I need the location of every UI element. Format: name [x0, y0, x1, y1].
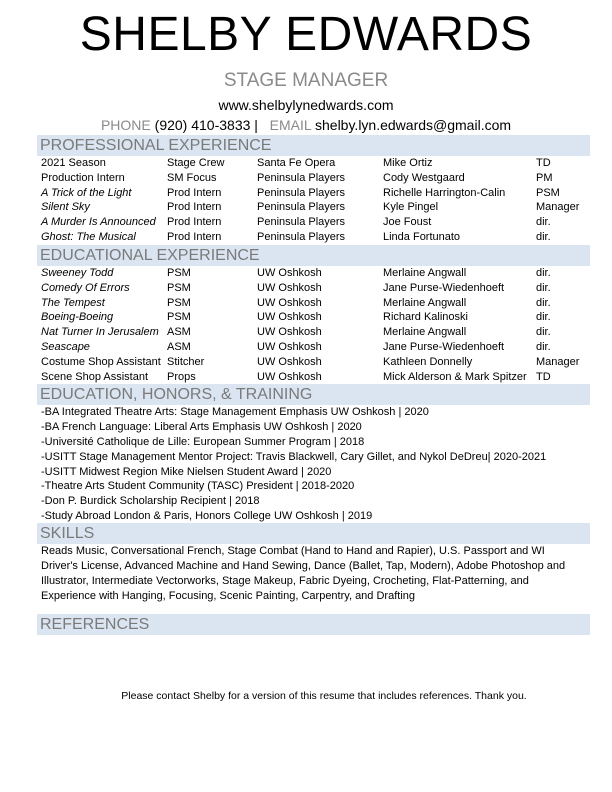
contact-separator: |: [254, 117, 258, 133]
company-cell: Peninsula Players: [257, 186, 346, 199]
position-cell: Prod Intern: [167, 216, 222, 229]
production-cell: Production Intern: [41, 171, 125, 184]
supervisor-cell: Mike Ortiz: [383, 157, 433, 169]
position-cell: Stage Crew: [167, 157, 225, 169]
supervisor-role-cell: dir.: [536, 281, 551, 294]
list-item: -Study Abroad London & Paris, Honors College UW Oshkosh | 2019: [41, 510, 373, 523]
skills-text: Reads Music, Conversational French, Stage Combat (Hand to Hand and Rapier), U.S. Passport and WI Driver's License, Advanced Machine and Hand Sewing, Dance (Ballet, Tap, Modern), Adobe Photoshop and Illustrator, Intermediate Vectorworks, Stage Makeup, Fabric Dyeing, Crocheting, Flat-Patterning, and Experience with Hanging, Focusing, Scenic Painting, Carpentry, and Drafting: [41, 545, 566, 602]
production-cell: Boeing-Boeing: [41, 311, 114, 324]
supervisor-cell: Joe Foust: [383, 216, 432, 229]
company-cell: UW Oshkosh: [257, 296, 322, 309]
list-item: -USITT Stage Management Mentor Project: Travis Blackwell, Cary Gillet, and Nykol DeDreu| 2020-2021: [41, 450, 547, 463]
supervisor-role-cell: PM: [536, 171, 553, 184]
supervisor-role-cell: dir.: [536, 230, 551, 243]
resume-name: SHELBY EDWARDS: [79, 8, 533, 61]
supervisor-cell: Mick Alderson & Mark Spitzer: [383, 370, 527, 383]
production-cell: A Trick of the Light: [41, 186, 132, 199]
table-row: [41, 355, 591, 370]
email-label: EMAIL: [269, 117, 312, 133]
section-skills: [37, 523, 590, 544]
list-item: -BA French Language: Liberal Arts Emphasis UW Oshkosh | 2020: [41, 420, 362, 433]
section-education-honors-training: [37, 384, 590, 405]
production-cell: Sweeney Todd: [41, 267, 114, 279]
table-row: [41, 230, 591, 245]
table-row: [41, 156, 591, 171]
supervisor-cell: Merlaine Angwall: [383, 296, 467, 309]
table-row: [41, 266, 591, 281]
supervisor-role-cell: TD: [536, 157, 551, 169]
position-cell: Prod Intern: [167, 186, 222, 199]
supervisor-role-cell: PSM: [536, 186, 560, 199]
production-cell: Seascape: [41, 340, 90, 353]
production-cell: Scene Shop Assistant: [41, 370, 149, 383]
company-cell: UW Oshkosh: [257, 281, 322, 294]
section-title: PROFESSIONAL EXPERIENCE: [40, 137, 272, 154]
position-cell: ASM: [167, 340, 191, 353]
section-title: EDUCATION, HONORS, & TRAINING: [40, 386, 313, 403]
list-item: -Université Catholique de Lille: European Summer Program | 2018: [41, 435, 365, 448]
table-row: [41, 215, 591, 230]
supervisor-role-cell: dir.: [536, 267, 551, 279]
supervisor-cell: Merlaine Angwall: [383, 267, 467, 279]
supervisor-cell: Cody Westgaard: [383, 171, 465, 184]
contact-line: [0, 116, 612, 134]
section-professional-experience: [37, 135, 590, 156]
production-cell: Silent Sky: [41, 201, 90, 214]
website-link[interactable]: www.shelbylynedwards.com: [218, 97, 394, 113]
phone-number: (920) 410-3833: [154, 117, 251, 133]
section-title: EDUCATIONAL EXPERIENCE: [40, 247, 260, 264]
table-row: [41, 340, 591, 355]
production-cell: A Murder Is Announced: [41, 216, 156, 229]
position-cell: PSM: [167, 281, 191, 294]
supervisor-role-cell: dir.: [536, 326, 551, 339]
table-row: [41, 296, 591, 311]
supervisor-cell: Richard Kalinoski: [383, 311, 468, 324]
supervisor-role-cell: TD: [536, 370, 551, 383]
company-cell: Peninsula Players: [257, 230, 346, 243]
section-title: REFERENCES: [40, 616, 150, 633]
table-row: [41, 325, 591, 340]
section-educational-experience: [37, 245, 590, 266]
list-item: -USITT Midwest Region Mike Nielsen Student Award | 2020: [41, 465, 332, 478]
production-cell: Costume Shop Assistant: [41, 355, 161, 368]
supervisor-cell: Linda Fortunato: [383, 230, 461, 243]
position-cell: PSM: [167, 267, 191, 279]
company-cell: UW Oshkosh: [257, 355, 322, 368]
position-cell: ASM: [167, 326, 191, 339]
position-cell: PSM: [167, 311, 191, 324]
company-cell: UW Oshkosh: [257, 267, 322, 279]
production-cell: The Tempest: [41, 296, 105, 309]
position-cell: Stitcher: [167, 355, 205, 368]
production-cell: Ghost: The Musical: [41, 230, 136, 243]
company-cell: UW Oshkosh: [257, 326, 322, 339]
position-cell: Prod Intern: [167, 230, 222, 243]
position-cell: SM Focus: [167, 171, 217, 184]
supervisor-role-cell: dir.: [536, 311, 551, 324]
education-list: [41, 405, 591, 524]
production-cell: Nat Turner In Jerusalem: [41, 326, 159, 339]
table-row: [41, 200, 591, 215]
supervisor-role-cell: dir.: [536, 296, 551, 309]
list-item: -Theatre Arts Student Community (TASC) President | 2018-2020: [41, 480, 355, 493]
company-cell: UW Oshkosh: [257, 311, 322, 324]
production-cell: 2021 Season: [41, 157, 106, 169]
company-cell: Peninsula Players: [257, 216, 346, 229]
company-cell: UW Oshkosh: [257, 370, 322, 383]
position-cell: PSM: [167, 296, 191, 309]
position-cell: Prod Intern: [167, 201, 222, 214]
supervisor-cell: Kathleen Donnelly: [383, 355, 473, 368]
company-cell: Peninsula Players: [257, 201, 346, 214]
table-row: [41, 186, 591, 201]
table-row: [41, 281, 591, 296]
company-cell: UW Oshkosh: [257, 340, 322, 353]
list-item: -Don P. Burdick Scholarship Recipient | 2018: [41, 495, 260, 508]
supervisor-role-cell: dir.: [536, 340, 551, 353]
resume-role: STAGE MANAGER: [223, 70, 389, 91]
section-references: [37, 614, 590, 635]
list-item: -BA Integrated Theatre Arts: Stage Management Emphasis UW Oshkosh | 2020: [41, 406, 429, 418]
supervisor-role-cell: Manager: [536, 201, 580, 214]
table-row: [41, 171, 591, 186]
supervisor-cell: Richelle Harrington-Calin: [383, 186, 506, 199]
supervisor-role-cell: Manager: [536, 355, 580, 368]
section-title: SKILLS: [40, 525, 95, 542]
supervisor-role-cell: dir.: [536, 216, 551, 229]
phone-label: PHONE: [100, 117, 151, 133]
company-cell: Peninsula Players: [257, 171, 346, 184]
references-note: Please contact Shelby for a version of this resume that includes references. Thank you.: [121, 690, 527, 702]
production-cell: Comedy Of Errors: [41, 281, 130, 294]
educational-experience-table: [41, 266, 591, 384]
email-address[interactable]: shelby.lyn.edwards@gmail.com: [315, 117, 512, 133]
supervisor-cell: Jane Purse-Wiedenhoeft: [383, 340, 505, 353]
table-row: [41, 370, 591, 385]
supervisor-cell: Kyle Pingel: [383, 201, 439, 214]
position-cell: Props: [167, 370, 196, 383]
company-cell: Santa Fe Opera: [257, 157, 336, 169]
table-row: [41, 310, 591, 325]
professional-experience-table: [41, 156, 591, 245]
supervisor-cell: Jane Purse-Wiedenhoeft: [383, 281, 505, 294]
supervisor-cell: Merlaine Angwall: [383, 326, 467, 339]
